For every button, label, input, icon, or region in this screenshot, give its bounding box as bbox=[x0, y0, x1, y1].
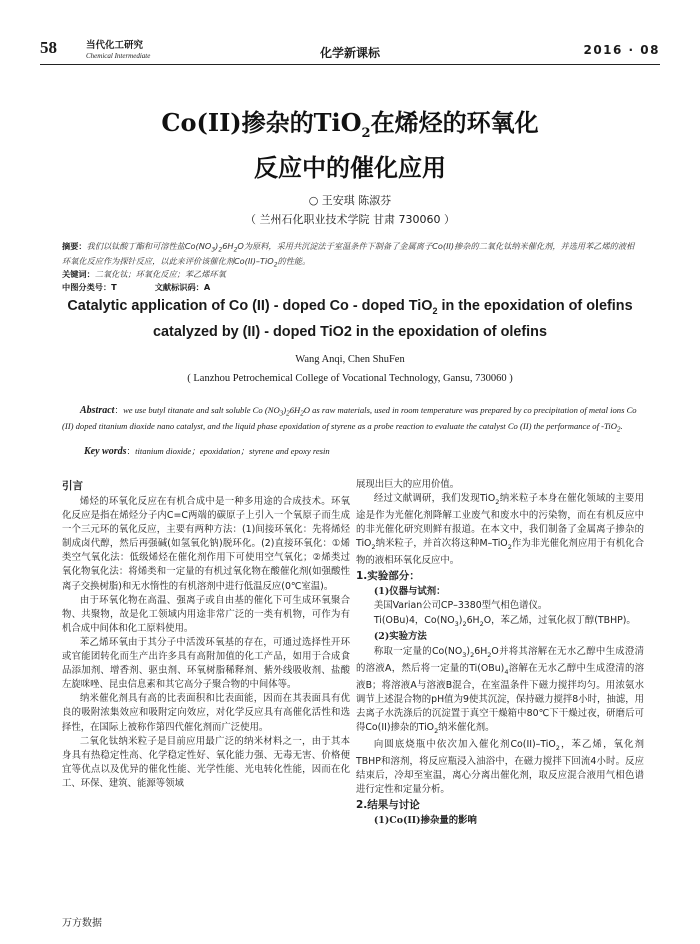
authors-en: Wang Anqi, Chen ShuFen bbox=[295, 354, 405, 365]
affiliation-cn: （ 兰州石化职业技术学院 甘肃 730060 ） bbox=[245, 213, 455, 226]
column-title: 化学新课标 bbox=[319, 46, 380, 60]
paragraph: Ti(OBu)4，$Co(NO_3)_26H_2O$，苯乙烯，过氧化叔丁醇(TBHP)。 bbox=[373, 614, 636, 628]
authors-cn: ○ 王安琪 陈淑芬 bbox=[308, 194, 392, 207]
title-cn-line2: 反应中的催化应用 bbox=[254, 152, 446, 182]
paragraph: 烯烃的环氧化反应在有机合成中是一种多用途的合成技术。环氧化反应是指在烯烃分子内C=C两端的碳原子上引入一个氧原子而生成一个三元环的氧化反应，主要有两种方法：(1)间接环氧化：先将烯烃制成卤代醇，然后再强碱(如氢氧化钠)脱环化。(2)直接环氧化：①烯类空气氧化法：低级烯烃在催化剂作用下可使用空气氧化；②烯类过氧化物氧化法：将烯类和一定量的有机过氧化物在酸催化剂(如强酸性离子交换树脂)和无水惰性的有机溶剂中进行低温反应(0℃室温)。 bbox=[62, 496, 350, 592]
affiliation-en: ( Lanzhou Petrochemical College of Vocational Technology, Gansu, 730060 ) bbox=[187, 373, 513, 384]
paragraph: 由于环氧化物在高温、强离子或自由基的催化下可生成环氧聚合物、共聚物，故是化工领域内用途非常广泛的一类有机物，可作为有机合成中间体和化工原料使用。 bbox=[62, 594, 350, 634]
article-title-en bbox=[0, 296, 700, 343]
section-heading-results: 2.结果与讨论 bbox=[356, 799, 420, 811]
article-title-cn bbox=[0, 106, 700, 185]
keywords-en: Key words：titanium dioxide；epoxidation；styrene and epoxy resin bbox=[84, 446, 330, 457]
abstract-en-text: we use butyl titanate and salt soluble Co $(NO_3)_26H_2O$ as raw materials, used in room temperature was prepared by co precipitation of metal ions Co (II) doped titanium dioxide nano catalyst, and the liquid phase epoxidation of styrene as a probe reaction to evaluate the catalyst Co (II) the performance of -TiO$_2$. bbox=[62, 405, 637, 434]
classification-value: T bbox=[111, 282, 117, 292]
paragraph: 苯乙烯环氧由于其分子中活泼环氧基的存在，可通过选择性开环或官能团转化而生产出许多具有高附加值的化工产品，如用于合成食品添加剂、增香剂、驱虫剂、环氧树脂稀释剂、紫外线吸收剂、盐酸左旋咪唑、昆虫信息素和其它高分子聚合物的中间体等。 bbox=[62, 636, 350, 691]
page-number: 58 bbox=[40, 38, 57, 57]
paragraph: 向圆底烧瓶中依次加入催化剂Co(II)–TiO$_2$，苯乙烯，氧化剂TBHP和溶剂，将反应瓶浸入油浴中，在磁力搅拌下回流4小时。反应结束后，冷却至室温，离心分离出催化剂，取反应混合液用气相色谱进行定性和定量分析。 bbox=[356, 738, 644, 795]
keywords-en-text: titanium dioxide；epoxidation；styrene and epoxy resin bbox=[135, 446, 330, 456]
title-en-line1: Catalytic application of Co (II) - doped Co - doped TiO$_2$ in the epoxidation of olefins bbox=[67, 298, 633, 316]
paragraph: 经过文献调研，我们发现TiO$_2$纳米粒子本身在催化领域的主要用途是作为光催化剂降解工业废气和废水中的污染物，而在有机反应中的非光催化研究则鲜有报道。在本文中，我们制备了金属离子掺杂的TiO$_2$纳米粒子，并首次将这种M–TiO$_2$作为非光催化剂应用于有机化合物的液相环氧化反应中。 bbox=[356, 493, 644, 567]
paragraph: 称取一定量的$Co(NO_3)_26H_2O$并将其溶解在无水乙醇中生成澄清的溶液A，然后将一定量的$Ti(OBu)_4$溶解在无水乙醇中生成澄清的溶液B；将溶液A与溶液B混合，在室温条件下磁力搅拌均匀。用浓氨水调节上述混合物的pH值为9使其沉淀，保持磁力搅拌8小时，抽滤，用去离子水洗涤后的沉淀置于真空干燥箱中80℃下干燥过夜，研磨后可得Co(II)掺杂的TiO$_2$纳米催化剂。 bbox=[356, 645, 644, 735]
paragraph: 美国Varian公司CP–3380型气相色谱仪。 bbox=[373, 600, 548, 612]
keywords-cn-text: 二氧化钛；环氧化反应；苯乙烯环氧 bbox=[94, 269, 226, 279]
abstract-cn-label: 摘要： bbox=[62, 241, 87, 251]
keywords-cn bbox=[62, 269, 640, 280]
footer-source: 万方数据 bbox=[62, 918, 102, 929]
page-header bbox=[40, 30, 660, 65]
keywords-en-label: Key words bbox=[84, 446, 127, 457]
subheading-doping-effect: (1)Co(II)掺杂量的影响 bbox=[373, 815, 477, 826]
classification-line bbox=[62, 282, 640, 293]
classification-label: 中图分类号： bbox=[62, 282, 112, 292]
subheading-method: (2)实验方法 bbox=[373, 631, 427, 643]
section-heading-experiment: 1.实验部分： bbox=[356, 570, 420, 583]
title-cn-line1: Co(II)掺杂的TiO$_2$在烯烃的环氧化 bbox=[161, 108, 539, 141]
abstract-en: Abstract：we use butyl titanate and salt soluble Co $(NO_3)_26H_2O$ as raw materials, used in room temperature was prepared by co precipitation of metal ions Co (II) doped titanium dioxide nano catalyst, and the liquid phase epoxidation of styrene as a probe reaction to evaluate the catalyst Co (II) the performance of -TiO$_2$. bbox=[62, 405, 637, 434]
issue-number: 2016 · 08 bbox=[583, 43, 660, 57]
document-code-value: A bbox=[203, 282, 211, 292]
abstract-cn-text: 我们以钛酸丁酯和可溶性盐$Co(NO_3)_26H_2O$为原料，采用共沉淀法于室温条件下制备了金属离子Co(II)掺杂的二氧化钛纳米催化剂，并选用苯乙烯的液相环氧化反应作为探针反应，以此来评价该催化剂Co(II)–TiO$_2$的性能。 bbox=[62, 241, 635, 269]
journal-name-en: Chemical Intermediate bbox=[86, 52, 151, 60]
keywords-cn-label: 关键词： bbox=[62, 269, 95, 279]
journal-name-cn: 当代化工研究 bbox=[86, 40, 144, 51]
abstract-en-label: Abstract bbox=[80, 405, 115, 416]
paragraph: 纳米催化剂具有高的比表面积和比表面能，因而在其表面具有优良的吸附浓集效应和吸附定向效应，对化学反应具有高催化活性和选择性，在国际上被称作第四代催化剂而广泛使用。 bbox=[62, 693, 350, 733]
document-code-label: 文献标识码： bbox=[154, 282, 204, 292]
section-heading-intro: 引言 bbox=[62, 480, 83, 492]
body-right-column bbox=[356, 478, 644, 828]
paragraph: 二氧化钛纳米粒子是目前应用最广泛的纳米材料之一，由于其本身具有热稳定性高、化学稳定性好、氧化能力强、无毒无害、价格便宜等优点以及优异的催化性能、光学性能、光电转化性能，因而在化工、环保、建筑、能源等领域 bbox=[62, 735, 350, 789]
title-en-line2: catalyzed by (II) - doped TiO2 in the epoxidation of olefins bbox=[153, 323, 547, 340]
subheading-instruments: (1)仪器与试剂： bbox=[373, 586, 446, 598]
abstract-cn bbox=[62, 241, 640, 270]
paragraph: 展现出巨大的应用价值。 bbox=[356, 479, 460, 490]
body-left-column bbox=[62, 478, 350, 791]
